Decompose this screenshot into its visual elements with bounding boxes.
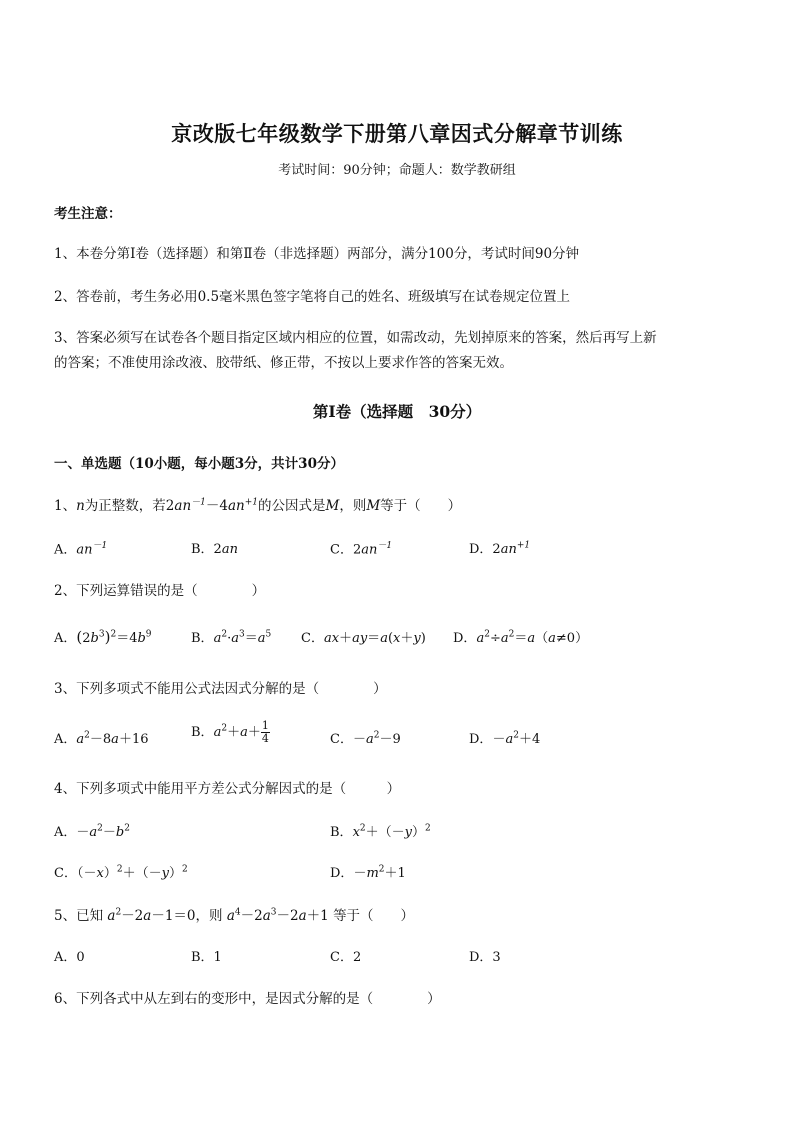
q5-option-c: C．2 — [330, 950, 362, 965]
question-1: 1、n为正整数，若$2an^{-1}-4an^{+1}$的公因式是M，则M等于（ ） — [54, 497, 462, 514]
question-6: 6、下列各式中从左到右的变形中，是因式分解的是（ ） — [54, 991, 441, 1007]
q3-option-a: A．$a^2-8a+16$ — [54, 730, 149, 747]
page-subtitle: 考试时间：90分钟；命题人：数学教研组 — [278, 163, 516, 178]
q4-option-d: D．$-m^2+1$ — [330, 864, 406, 881]
q1-option-d: D．$2an^{+1}$ — [469, 540, 531, 557]
part-title: 第Ⅰ卷（选择题 30分） — [312, 402, 482, 421]
q2-option-a: A．$(2b^3)^2=4b^9$ — [54, 628, 152, 646]
notice-item-2: 2、答卷前，考生务必用0.5毫米黑色签字笔将自己的姓名、班级填写在试卷规定位置上 — [54, 289, 571, 305]
q4-option-c: C．$(-x)^2+(-y)^2$ — [54, 864, 188, 881]
question-2: 2、下列运算错误的是（ ） — [54, 583, 266, 599]
q2-option-c: C．ax＋ay＝a(x＋y) — [301, 631, 426, 646]
q4-option-a: A．$-a^2-b^2$ — [54, 823, 130, 840]
q3-option-c: C．$-a^2-9$ — [330, 730, 401, 747]
q3-option-d: D．$-a^2+4$ — [469, 730, 541, 747]
q5-option-d: D．3 — [469, 950, 501, 965]
q3-option-b: B．$a^2+a+$ $\frac{1}{4}$ — [191, 719, 269, 745]
q1-option-a: A．$an^{-1}$ — [54, 541, 108, 558]
notice-item-3-cont: 的答案；不准使用涂改液、胶带纸、修正带，不按以上要求作答的答案无效。 — [54, 355, 513, 371]
q1-option-c: C．$2an^{-1}$ — [330, 541, 393, 558]
q2-option-b: B．$a^2\cdot a^3=a^5$ — [191, 629, 272, 646]
page-title: 京改版七年级数学下册第八章因式分解章节训练 — [171, 121, 623, 146]
question-5: 5、已知 $a^2-2a-1=0$，则 $a^4-2a^3-2a+1$ 等于（ ） — [54, 907, 415, 924]
notice-item-3: 3、答案必须写在试卷各个题目指定区域内相应的位置，如需改动，先划掉原来的答案，然后再写上新 — [54, 330, 657, 346]
q2-option-d: D．$a^2\div a^2=a(a\ne 0)$ — [453, 629, 589, 646]
notice-item-1: 1、本卷分第Ⅰ卷（选择题）和第Ⅱ卷（非选择题）两部分，满分100分，考试时间90分钟 — [54, 246, 580, 262]
question-4: 4、下列多项式中能用平方差公式分解因式的是（ ） — [54, 781, 401, 797]
question-3: 3、下列多项式不能用公式法因式分解的是（ ） — [54, 681, 387, 697]
notice-heading: 考生注意： — [54, 206, 122, 222]
section-heading: 一、单选题（10小题，每小题3分，共计30分） — [54, 456, 344, 472]
q5-option-a: A．0 — [54, 950, 85, 965]
q4-option-b: B．$x^2+(-y)^2$ — [330, 823, 431, 840]
q1-option-b: B．2an — [191, 542, 238, 557]
q5-option-b: B．1 — [191, 950, 222, 965]
